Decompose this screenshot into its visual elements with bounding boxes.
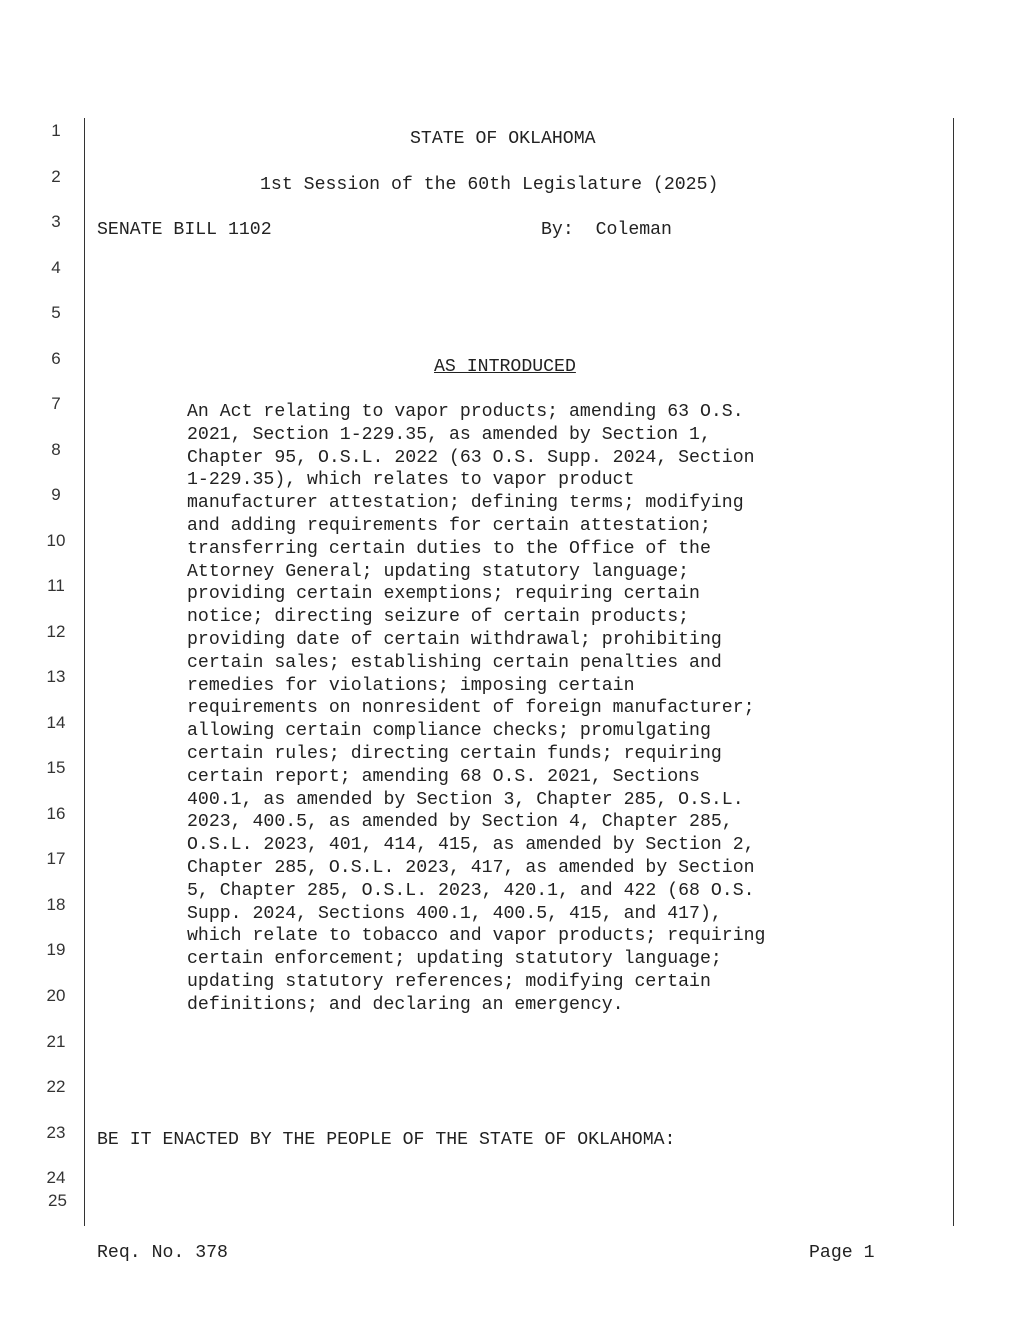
title-line: transferring certain duties to the Office of the bbox=[187, 538, 711, 559]
line-number: 22 bbox=[46, 1077, 66, 1096]
line-number-column bbox=[0, 0, 80, 1325]
title-line: requirements on nonresident of foreign manufacturer; bbox=[187, 698, 755, 719]
request-number: Req. No. 378 bbox=[97, 1243, 228, 1263]
line-number: 10 bbox=[46, 531, 66, 550]
title-line: certain report; amending 68 O.S. 2021, Sections bbox=[187, 766, 700, 787]
line-number: 20 bbox=[46, 986, 66, 1005]
line-number: 15 bbox=[46, 758, 66, 777]
line-number-partial: 25 bbox=[48, 1191, 67, 1210]
title-line: 1-229.35), which relates to vapor product bbox=[187, 470, 635, 491]
line-number: 6 bbox=[51, 349, 61, 368]
title-line: certain enforcement; updating statutory language; bbox=[187, 949, 722, 970]
line-number: 16 bbox=[46, 804, 66, 823]
line-number: 12 bbox=[46, 622, 66, 641]
title-line: remedies for violations; imposing certain bbox=[187, 675, 635, 696]
line-number: 11 bbox=[47, 576, 65, 595]
left-margin-rule bbox=[84, 118, 85, 1226]
state-heading: STATE OF OKLAHOMA bbox=[410, 129, 596, 149]
session-heading: 1st Session of the 60th Legislature (2025) bbox=[260, 175, 719, 195]
title-line: An Act relating to vapor products; amending 63 O.S. bbox=[187, 402, 744, 422]
title-line: Chapter 285, O.S.L. 2023, 417, as amended by Section bbox=[187, 857, 755, 878]
title-line: 2023, 400.5, as amended by Section 4, Chapter 285, bbox=[187, 812, 733, 833]
right-margin-rule bbox=[953, 118, 954, 1226]
status-heading: AS INTRODUCED bbox=[434, 357, 576, 377]
line-number: 21 bbox=[46, 1032, 66, 1051]
line-number: 3 bbox=[51, 212, 61, 231]
line-number: 17 bbox=[46, 849, 66, 868]
title-line: which relate to tobacco and vapor products; requiring bbox=[187, 926, 766, 947]
title-line: certain rules; directing certain funds; requiring bbox=[187, 743, 722, 764]
title-line: notice; directing seizure of certain products; bbox=[187, 607, 690, 628]
line-number: 2 bbox=[51, 167, 61, 186]
title-line: allowing certain compliance checks; promulgating bbox=[187, 721, 711, 742]
line-number: 14 bbox=[46, 713, 66, 732]
line-number: 18 bbox=[46, 895, 66, 914]
title-line: Supp. 2024, Sections 400.1, 400.5, 415, and 417), bbox=[187, 903, 722, 924]
title-line: Chapter 95, O.S.L. 2022 (63 O.S. Supp. 2024, Section bbox=[187, 447, 755, 468]
line-number: 8 bbox=[51, 440, 61, 459]
line-number: 24 bbox=[46, 1168, 66, 1187]
title-line: providing certain exemptions; requiring certain bbox=[187, 584, 700, 605]
title-line: definitions; and declaring an emergency. bbox=[187, 994, 624, 1015]
title-line: 2021, Section 1-229.35, as amended by Section 1, bbox=[187, 424, 711, 445]
title-line: and adding requirements for certain attestation; bbox=[187, 515, 711, 536]
line-number: 23 bbox=[46, 1123, 66, 1142]
line-number: 19 bbox=[46, 940, 66, 959]
bill-author: By: Coleman bbox=[541, 220, 672, 240]
line-number: 13 bbox=[46, 667, 66, 686]
bill-title bbox=[187, 401, 765, 1017]
title-line: updating statutory references; modifying certain bbox=[187, 971, 711, 992]
line-number: 1 bbox=[51, 121, 61, 140]
title-line: 400.1, as amended by Section 3, Chapter 285, O.S.L. bbox=[187, 789, 744, 810]
page-number: Page 1 bbox=[809, 1243, 875, 1263]
title-line: providing date of certain withdrawal; prohibiting bbox=[187, 629, 722, 650]
bill-number: SENATE BILL 1102 bbox=[97, 220, 272, 240]
title-line: certain sales; establishing certain penalties and bbox=[187, 652, 722, 673]
title-line: O.S.L. 2023, 401, 414, 415, as amended by Section 2, bbox=[187, 835, 755, 856]
line-number: 5 bbox=[51, 303, 61, 322]
line-number: 4 bbox=[51, 258, 61, 277]
line-number: 9 bbox=[51, 485, 61, 504]
title-line: manufacturer attestation; defining terms; modifying bbox=[187, 493, 744, 514]
title-line: Attorney General; updating statutory language; bbox=[187, 561, 690, 582]
enacting-clause: BE IT ENACTED BY THE PEOPLE OF THE STATE OF OKLAHOMA: bbox=[97, 1130, 676, 1150]
title-line: 5, Chapter 285, O.S.L. 2023, 420.1, and 422 (68 O.S. bbox=[187, 880, 755, 901]
line-number: 7 bbox=[51, 394, 61, 413]
